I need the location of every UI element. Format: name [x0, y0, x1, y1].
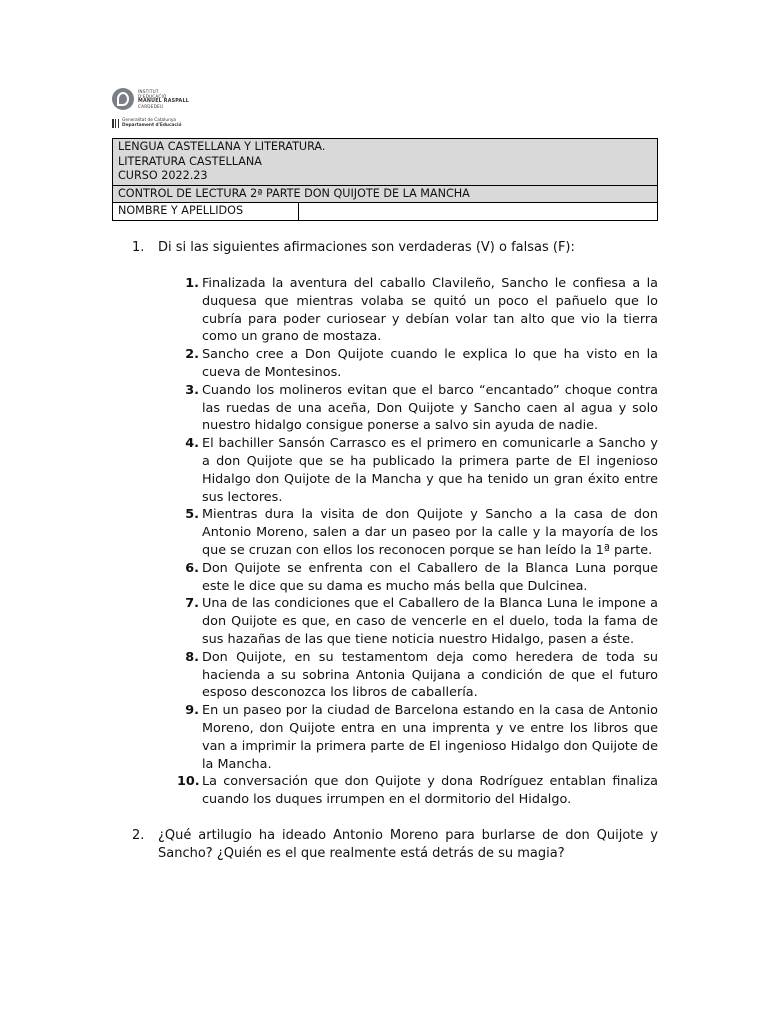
statement-list [177, 275, 658, 809]
statement-item: 2. Sancho cree a Don Quijote cuando le explica lo que ha visto en la cueva de Montesinos. [185, 347, 658, 380]
name-row [113, 202, 657, 220]
statement-item: 5. Mientras dura la visita de don Quijote y Sancho a la casa de don Antonio Moreno, salen a dar un paseo por la calle y la mayoría de los que se cruzan con ellos los reconocen porque se han leído la 1ª parte. [185, 507, 658, 558]
statement-item: 4. El bachiller Sansón Carrasco es el primero en comunicarle a Sancho y a don Quijote que se ha publicado la primera parte de El ingenioso Hidalgo don Quijote de la Mancha y que ha tenido un gran éxito entre sus lectores. [185, 436, 658, 505]
generalitat-name: Generalitat de Catalunya Departament d'Educació [122, 118, 182, 128]
header-table [112, 138, 658, 221]
question-2 [132, 827, 658, 863]
question-number: 2. [132, 828, 145, 843]
statement-item: 10. La conversación que don Quijote y dona Rodríguez entablan finaliza cuando los duques irrumpen en el dormitorio del Hidalgo. [177, 774, 658, 808]
statement-item: 6. Don Quijote se enfrenta con el Caballero de la Blanca Luna porque este le dice que su dama es mucho más bella que Dulcinea. [185, 560, 658, 594]
course-info-cell [113, 139, 657, 185]
question-1 [132, 239, 658, 257]
statement-item: 3. Cuando los molineros evitan que el barco “encantado” choque contra las ruedas de una aceña, Don Quijote y Sancho caen al agua y solo nuestro hidalgo consigue ponerse a salvo sin ayuda de nadie. [185, 382, 658, 434]
institute-name: INSTITUT D'EDUCACIÓ MANUEL RASPALL CARDEDEU [138, 89, 189, 109]
subject-subtitle: LITERATURA CASTELLANA [118, 154, 262, 168]
school-logo [112, 88, 202, 138]
statement-item: 9. En un paseo por la ciudad de Barcelona estando en la casa de Antonio Moreno, don Quijote entra en una imprenta y ve entre los libros que van a imprimir la primera parte de El ingenioso Hidalgo don Quijote de la Mancha. [185, 703, 658, 772]
school-seal-icon [112, 88, 134, 110]
exam-title: CONTROL DE LECTURA 2ª PARTE DON QUIJOTE DE LA MANCHA [113, 185, 657, 203]
statement-item: 1. Finalizada la aventura del caballo Clavileño, Sancho le confiesa a la duquesa que mientras volaba se quitó un poco el pañuelo que lo cubría para poder curiosear y debían volar tan alto que vio la tierra como un grano de mostaza. [185, 276, 658, 345]
subject-title: LENGUA CASTELLANA Y LITERATURA. [118, 140, 326, 153]
question-text: ¿Qué artilugio ha ideado Antonio Moreno para burlarse de don Quijote y Sancho? ¿Quién es el que realmente está detrás de su magia? [158, 828, 658, 861]
name-field[interactable] [299, 203, 657, 220]
question-number: 1. [132, 240, 145, 255]
name-label: NOMBRE Y APELLIDOS [113, 203, 299, 220]
generalitat-emblem-icon [112, 119, 119, 128]
course-year: CURSO 2022.23 [118, 169, 208, 182]
statement-item: 7. Una de las condiciones que el Caballero de la Blanca Luna le impone a don Quijote es que, en caso de vencerle en el duelo, toda la fama de sus hazañas de las que tiene noticia nuestro Hidalgo, pasen a éste. [185, 596, 658, 647]
statement-item: 8. Don Quijote, en su testamentom deja como heredera de toda su hacienda a su sobrina Antonia Quijana a condición de que el futuro esposo desconozca los libros de caballería. [185, 649, 658, 701]
question-text: Di si las siguientes afirmaciones son verdaderas (V) o falsas (F): [158, 240, 575, 255]
